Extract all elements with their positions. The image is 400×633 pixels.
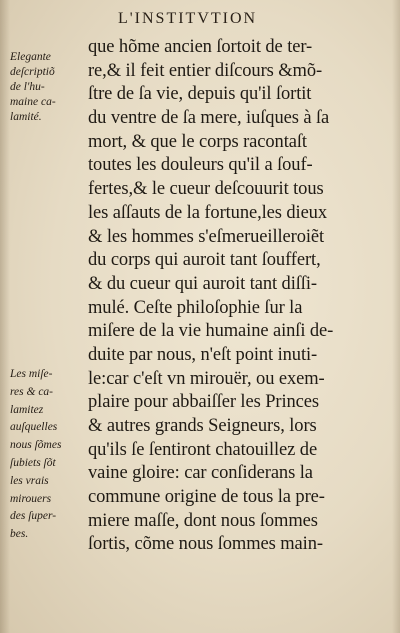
page-edge-shadow [392,0,400,633]
text-line: fertes,& le cueur deſcouurit tous [88,179,324,200]
margin-note-line: mirouers [10,492,52,505]
text-line: vaine gloire: car conſiderans la [88,463,313,484]
margin-note-2 [10,366,86,544]
margin-note-line: Les miſe- [10,368,53,380]
text-line: & autres grands Seigneurs, lors [88,416,317,436]
text-line: mort, & que le corps racontaſt [88,131,307,152]
text-line: ſortis, cõme nous ſommes main- [88,534,323,555]
text-line: le:car c'eſt vn mirouër, ou exem- [88,368,325,389]
text-line: miſere de la vie humaine ainſi de- [88,321,334,342]
margin-note-line: lamité. [10,111,42,123]
text-line: qu'ils ſe ſentiront chatouillez de [88,439,318,460]
margin-note-line: des ſuper- [10,510,57,523]
margin-note-line: nous ſõmes [10,439,62,452]
text-line: & les hommes s'eſmerueilleroiẽt [88,226,325,247]
text-line: miere maſſe, dont nous ſommes [88,510,318,531]
margin-note-line: ſubiets ſõt [10,456,56,469]
margin-note-line: deſcriptiõ [10,66,55,78]
text-line: mulé. Ceſte philoſophie ſur la [88,297,303,318]
margin-note-line: bes. [10,528,29,541]
text-line: du ventre de ſa mere, iuſques à ſa [88,108,330,129]
body-text [88,36,384,557]
text-line: plaire pour abbaiſſer les Princes [88,392,319,413]
margin-note-line: lamitez [10,403,44,416]
margin-note-line: les vrais [10,474,49,487]
text-line: ſtre de ſa vie, depuis qu'il ſortit [88,84,312,105]
text-line: duite par nous, n'eſt point inuti- [88,344,318,365]
text-line: & du cueur qui auroit tant diſſi- [88,273,317,294]
text-line: du corps qui auroit tant ſouffert, [88,250,321,271]
margin-note-line: res & ca- [10,385,54,398]
margin-note-line: Elegante [10,51,51,63]
text-line: commune origine de tous la pre- [88,487,325,508]
margin-note-line: de l'hu- [10,81,45,93]
margin-note-1 [10,50,86,125]
spine-shadow [0,0,10,633]
text-line: toutes les douleurs qu'il a ſouf- [88,155,313,176]
text-line: les aſſauts de la fortune,les dieux [88,202,327,223]
text-line: que hõme ancien ſortoit de ter- [88,37,313,57]
margin-note-line: auſquelles [10,421,58,434]
text-line: re,& il feit entier diſcours &mõ- [88,60,323,81]
running-header: L'INSTITVTION [118,10,258,27]
margin-note-line: maine ca- [10,96,56,108]
